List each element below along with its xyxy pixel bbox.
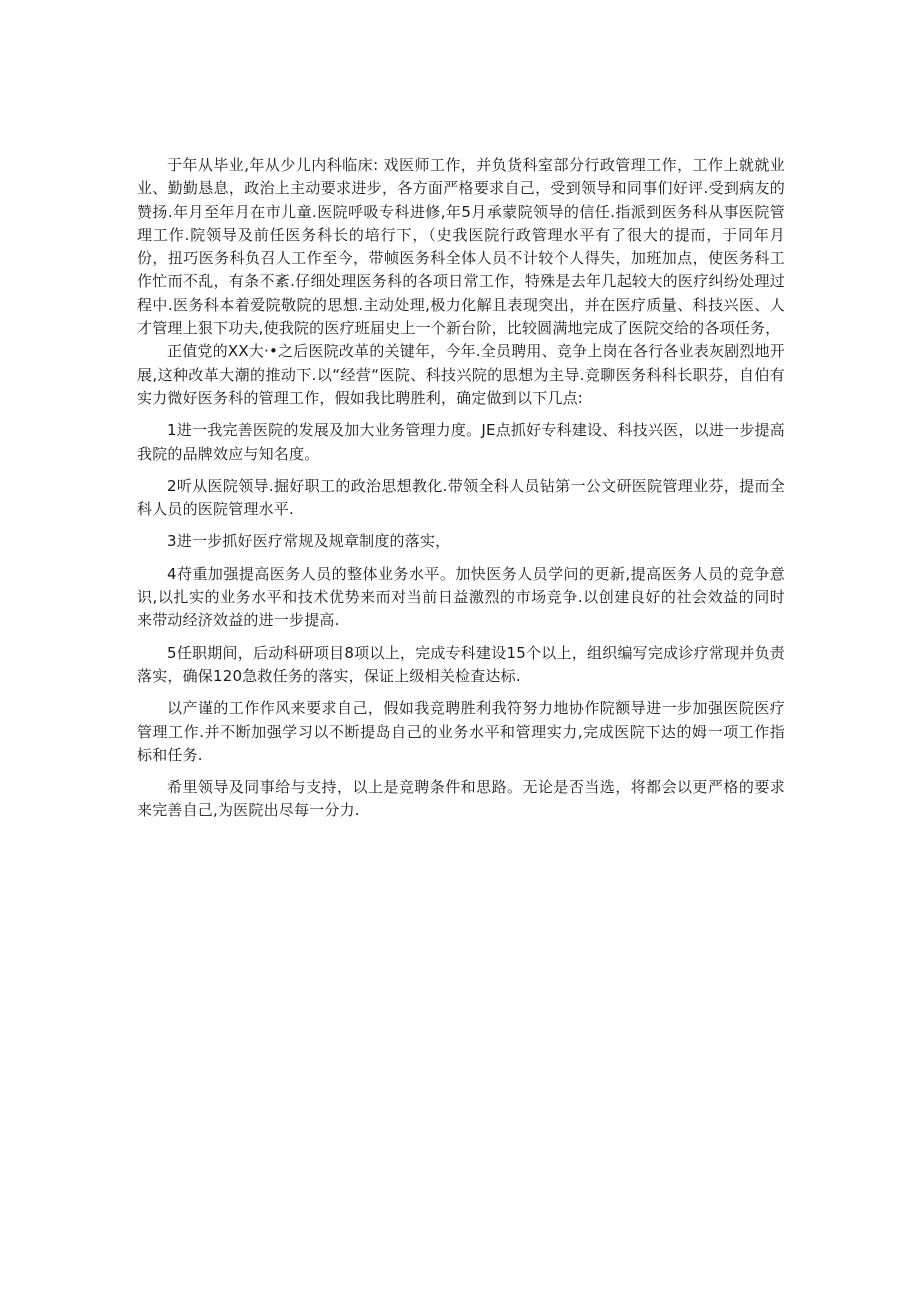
paragraph-point-5: 5任职期间，后动科研项目8项以上，完成专科建设15个以上，组织编写完成诊疗常现并负责落实，确保120急救任务的落实，保证上级相关检査达标. — [137, 643, 785, 685]
paragraph-point-3: 3进一步抓好医疗常规及规章制度的落实， — [167, 532, 451, 551]
paragraph-closing: 希里领导及同事给与支持，以上是竞聘条件和思路。无论是否当选，将都会以更严格的要求来完善自己,为医院出尽每一分力. — [137, 778, 785, 820]
paragraph-work-style: 以产谨的工作作风来要求自己，假如我竞聘胜利我符努力地协作院额导进一步加强医院医疗管理工作.并不断加强学习以不断提岛自己的业务水平和管理实力,完成医院下达的姆一项工作指标和任务. — [137, 699, 785, 764]
paragraph-work-history: 于年从毕业,年从少儿内科临床: 戏医师工作，并负货科室部分行政管理工作，工作上就就业业、勤勤恳息，政治上主动要求进步，各方面严格要求自己，受到领导和同事们好评.受到病友的赞扬.年月至年月在市儿童.医院呼吸专科进修,年5月承蒙院领导的信任.指派到医务科从事医院管理工作.院领导及前任医务科长的培行下，（史我医院行政管理水平有了很大的提而，于同年月份，扭巧医务科负召人工作至今，带帧医务科全体人员不计较个人得失，加班加点，使医务科工作忙而不乱，有条不紊.仔细处理医务科的各项日常工作，特殊是去年几起较大的医疗纠纷处理过程中.医务科本着爱院敬院的思想.主动处理,极力化解且表现突出，并在医疗质量、科技兴医、人才管理上狠下功夫,使我院的医疗班届史上一个新台阶，比较圆满地完成了医院交给的各项任务， — [137, 156, 785, 338]
paragraph-reform-context: 正值党的XX大·•之后医院改革的关键年，今年.全员聘用、竞争上岗在各行各业表灰剧烈地开展,这种改革大潮的推动下.以“经营“医院、科技兴院的思想为主导.竞聊医务科科长职芬，自伯有实力微好医务科的管理工作，假如我比聘胜利，确定做到以下几点: — [137, 342, 785, 407]
paragraph-point-1: 1进一我完善医院的发展及加大业务管理力度。JE点抓好专科建设、科技兴医，以进一步提高我院的品牌效应与知名度。 — [137, 421, 785, 463]
paragraph-point-4: 4苻重加强提高医务人员的整体业务水平。加快医务人员学问的更新,提高医务人员的竞争意识,以扎实的业务水平和技术优势来而对当前日益激烈的市场竞争.以创建良好的社会效益的同时来带动经济效益的进一步提高. — [137, 564, 785, 630]
paragraph-point-2: 2听从医院领导.掘好职工的政治思想教化.带领全科人员钻第一公文研医院管理业芬，提而全科人员的医院管理水平. — [137, 476, 785, 519]
document-body — [137, 154, 785, 823]
